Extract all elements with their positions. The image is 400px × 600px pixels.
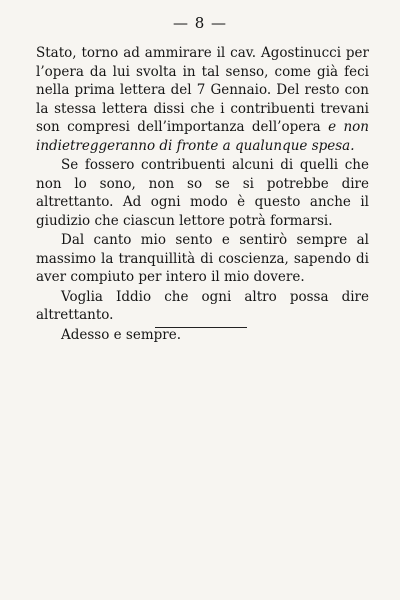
paragraph-2-text: Se fossero contribuenti alcuni di quelli che non lo sono, non so se si potrebbe dire altrettanto. Ad ogni modo è questo anche il giudizio che ciascun lettore potrà formarsi. [36,157,369,229]
document-body [36,44,369,344]
page-number: — 8 — [172,14,228,32]
paragraph-5 [36,326,369,345]
paragraph-1 [36,44,369,155]
paragraph-2 [36,156,369,230]
paragraph-3 [36,231,369,287]
paragraph-4 [36,288,369,325]
paragraph-5-text: Adesso e sempre. [61,326,182,343]
section-divider [155,327,247,328]
paragraph-3-text: Dal canto mio sento e sentirò sempre al massimo la tranquillità di coscienza, sapendo di aver compiuto per intero il mio dovere. [36,232,369,285]
paragraph-1-italic-text: e non indietreggeranno di fronte a qualunque spesa. [36,119,369,154]
paragraph-4-text: Voglia Iddio che ogni altro possa dire altrettanto. [36,288,369,323]
paragraph-1-text: Stato, torno ad ammirare il cav. Agostinucci per l’opera da lui svolta in tal senso, come già feci nella prima lettera del 7 Gennaio. Del resto con la stessa lettera dissi che i contribuenti trevani son compresi dell’importanza dell’opera [36,45,369,135]
